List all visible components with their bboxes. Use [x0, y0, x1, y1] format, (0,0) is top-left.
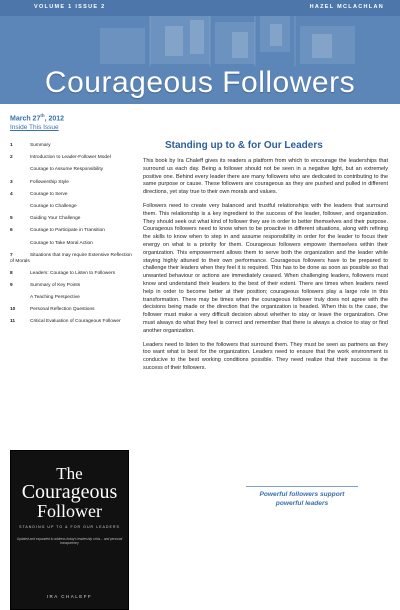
pullquote-rule [246, 486, 358, 487]
toc-item: 11 Critical Evaluation of Courageous Follower [10, 319, 121, 325]
toc-item: 1 Summary [10, 143, 51, 148]
book-author: IRA CHALEFF [46, 594, 93, 599]
toc-item: 5 Guiding Your Challenge [10, 216, 81, 222]
article-paragraph: This book by Ira Chaleff gives its readers a platform from which to encourage the leaderships that surround us each day. Being a follower should not be seen in a negative light, but an extremely positive one. Behind every leader there are many followers who are dedicated to contributing to the same purpose or cause. These followers are courageous as they are pushed and pulled in different directions, yet stay true to their own morals and values. [143, 158, 388, 196]
toc-item: 10 Personal Reflection Questions [10, 307, 95, 313]
toc-item: 4 Courage to Serve [10, 191, 68, 197]
toc-item: Courage to Challenge [30, 204, 77, 210]
toc-item: Courage to Take Moral Action [30, 240, 93, 246]
toc-item: 2 Introduction to Leader-Follower Model [10, 155, 111, 161]
article-paragraph: Followers need to create very balanced and trustful relationships with the leaders that surround them. This relationship is a key ingredient to the success of the leader, follower, and organization. They should seek out what kind of follower they are in order to better themselves and their purpose. Courageous followers need to know when to be proactive in different situations, along with refining the skills to know when to step in and assume responsibility in order for the leader to focus their energy on what is a priority for them. Courageous followers empower themselves within their organization. This empowerment allows them to serve both the organization and the leader while staying highly attuned to their own performance. Courageous followers have to be prepared to challenge their leaders when they feel it is required. This has to be done as soon as possible so that unwanted behaviour or actions are immediately ceased. When challenging leaders, followers must know and understand their leaders to the best of their extent. There are times when leaders need help in order to become better at their position; courageous followers play a large role in this transformation. There may be times when the courageous follower truly does not agree with the decisions being made or the direction that the organization is headed. When this is the case, the follower must make a very difficult decision about whether to stay or leave the organization. One must always do what they feel is correct and remember that there is always a choice to stay or find another organization. [143, 202, 388, 334]
book-title-line: Courageous [21, 481, 118, 503]
book-tagline: Updated and expanded to address today's leadership crisis... and personal transparency [16, 537, 123, 545]
table-of-contents [10, 140, 134, 328]
article-body [143, 158, 388, 379]
book-title-line: Follower [37, 501, 102, 521]
newsletter-author: HAZEL MCLACHLAN [309, 4, 384, 10]
book-title-line: The [56, 464, 83, 483]
book-cover-image [10, 450, 129, 610]
inside-this-issue-heading: Inside This Issue [10, 124, 59, 131]
toc-item: 3 Followership Style [10, 179, 69, 185]
article-headline: Standing up to & for Our Leaders [165, 140, 323, 151]
toc-item: 7 Situations that may require Extensive Reflection of Morals [10, 252, 132, 264]
toc-item: A Teaching Perspective [30, 295, 80, 301]
toc-item: 8 Leaders: Courage to Listen to Followers [10, 270, 116, 276]
toc-item: 9 Summary of Key Points [10, 282, 81, 288]
article-paragraph: Leaders need to listen to the followers that surround them. They must be seen as partners as they too want what is best for the organization. Leaders need to ensure that the work environment is conducive to the best working conditions possible. They need realize that their success is the success of their followers. [143, 341, 388, 371]
issue-date: March 27th, 2012 [10, 113, 65, 123]
masthead-topline [0, 0, 400, 16]
masthead [0, 0, 400, 104]
pullquote: Powerful followers support powerful leaders [259, 491, 345, 507]
toc-item: Courage to Assume Responsibility [30, 167, 104, 173]
book-subtitle: STANDING UP TO & FOR OUR LEADERS [19, 525, 120, 529]
newsletter-title: Courageous Followers [44, 66, 356, 99]
toc-item: 6 Courage to Participate in Transition [10, 228, 105, 234]
volume-issue: VOLUME 1 ISSUE 2 [34, 4, 106, 10]
